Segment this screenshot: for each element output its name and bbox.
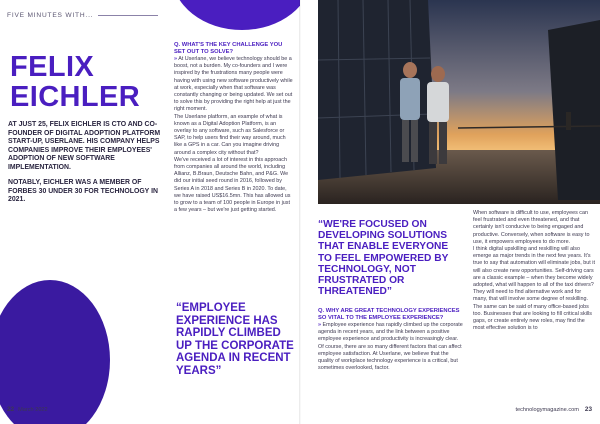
name-last: EICHLER [10, 81, 141, 113]
page-number: 22 [7, 406, 15, 413]
pull-quote: “EMPLOYEE EXPERIENCE HAS RAPIDLY CLIMBED UP THE CORPORATE AGENDA IN RECENT YEARS” [176, 302, 294, 377]
answer-text: At Userlane, we believe technology should be a boost, not a burden. My co-founders and I were inspired by the frustrations many people were having with using new software productively while at work, especially when that software was constantly changing or being updated. We set out to solve this by providing the right help at just the right moment. [174, 56, 293, 113]
answer-text: Employee experience has rapidly climbed up the corporate agenda in recent years, and the link between a positive employee experience and productivity is increasingly clear. Of course, there are so many different factors that can affect employee satisfaction. At Userlane, we believe that the quality of workplace technology experience is a critical, but sometimes overlooked, factor. [318, 322, 463, 372]
website-url: technologymagazine.com [515, 407, 579, 413]
spine-gutter [299, 0, 301, 424]
pull-quote: “WE'RE FOCUSED ON DEVELOPING SOLUTIONS THAT ENABLE EVERYONE TO FEEL EMPOWERED BY TECHNOLOGY, NOT FRUSTRATED OR THREATENED” [318, 219, 449, 298]
section-label: FIVE MINUTES WITH... [7, 12, 94, 19]
folio [7, 406, 48, 413]
rooftop-sunset-photo [318, 0, 600, 204]
answer-paragraph [174, 56, 294, 114]
intro-standfirst [8, 121, 168, 212]
article-column [473, 210, 595, 332]
body-paragraph: When software is difficult to use, employees can feel frustrated and even threatened, and that certainly isn't conducive to being engaged and productive. Conversely, when software is easy to use, it empowers employees to do more. [473, 210, 590, 245]
interviewee-name [10, 52, 140, 112]
section-rule [98, 15, 158, 16]
right-page [300, 0, 600, 424]
chevron-right-icon: » [174, 56, 177, 62]
intro-paragraph: NOTABLY, EICHLER WAS A MEMBER OF FORBES 30 UNDER 30 FOR TECHNOLOGY IN 2021. [8, 179, 158, 203]
body-paragraph: I think digital upskilling and reskilling will also emerge as major trends in the next few years. It's true to say that automation will eliminate jobs, but it will also create new opportunities. Self-driving cars are a classic example – when they become widely adopted, what will happen to all of the taxi drivers? They will need to find alternative work and for many, that will involve some degree of reskilling. The same can be said of many office-based jobs too. Businesses that are looking to fill critical skills gaps, or create entirely new roles, may find the most effective solution is to [473, 246, 595, 332]
question-heading: Q. WHAT'S THE KEY CHALLENGE YOU SET OUT TO SOLVE? [174, 42, 283, 55]
answer-paragraph [318, 322, 464, 372]
answer-paragraph: The Userlane platform, an example of what is known as a Digital Adoption Platform, is an overlay to any software, such as Salesforce or SAP, to help users find their way around, much like a GPS in a car. Can you imagine driving around a complex city without that? [174, 113, 286, 156]
chevron-right-icon: » [318, 322, 321, 328]
folio [515, 406, 592, 413]
name-first: FELIX [10, 51, 95, 83]
answer-paragraph: We've received a lot of interest in this approach from companies all around the world, including Allianz, B.Braun, Deutsche Bahn, and P&G. We did our initial seed round in 2016, followed by Series A in 2018 and Series B in 2020. To date, we have raised US$16.5mn. This has allowed us to grow to a team of 100 people in Europe in just a few years – but we're just getting started. [174, 156, 291, 214]
article-column [174, 42, 294, 214]
article-column [318, 308, 464, 372]
decorative-purple-shape [172, 0, 300, 30]
page-number: 23 [584, 406, 592, 413]
intro-paragraph: AT JUST 25, FELIX EICHLER IS CTO AND CO-FOUNDER OF DIGITAL ADOPTION PLATFORM START-UP, USERLANE. HIS COMPANY HELPS COMPANIES IMPROVE THEIR EMPLOYEES' ADOPTION OF NEW SOFTWARE IMPLEMENTATION. [8, 121, 161, 171]
question-heading: Q. WHY ARE GREAT TECHNOLOGY EXPERIENCES SO VITAL TO THE EMPLOYEE EXPERIENCE? [318, 308, 460, 321]
issue-date: March 2022 [18, 407, 48, 413]
decorative-purple-shape [0, 280, 110, 424]
